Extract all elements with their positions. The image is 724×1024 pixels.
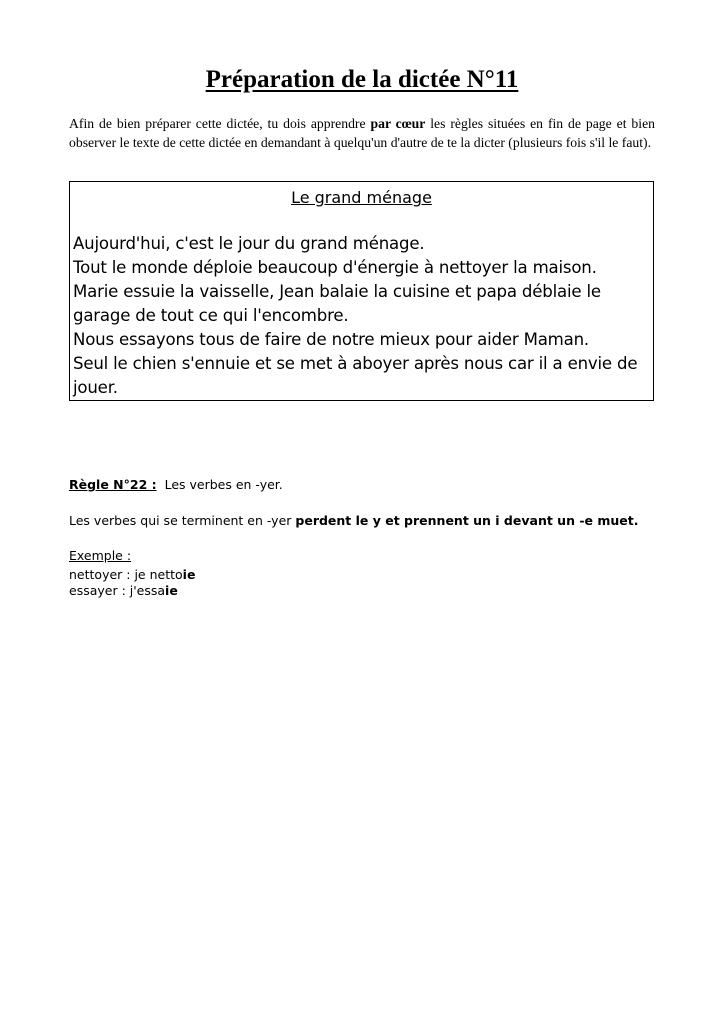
- rule-label: Règle N°22 :: [69, 477, 157, 492]
- dictee-box: [69, 181, 654, 401]
- dictee-sentence: Nous essayons tous de faire de notre mieux pour aider Maman.: [73, 330, 590, 349]
- example-prefix: essayer : j'essa: [69, 583, 166, 598]
- rule-name: Les verbes en -yer.: [164, 477, 283, 492]
- example-prefix: nettoyer : je netto: [69, 567, 183, 582]
- dictee-sentence: Marie essuie la vaisselle, Jean balaie la cuisine et papa déblaie le garage de tout ce qui l'encombre.: [73, 282, 601, 325]
- example-label: Exemple :: [69, 548, 132, 563]
- intro-text-start: Afin de bien préparer cette dictée, tu dois apprendre: [69, 116, 371, 131]
- rule-text-start: Les verbes qui se terminent en -yer: [69, 513, 296, 528]
- rule-text-bold: perdent le y et prennent un i devant un -e muet.: [295, 513, 639, 528]
- rule-heading: [69, 477, 283, 493]
- page-title: Préparation de la dictée N°11: [205, 66, 519, 93]
- example-ending: ie: [182, 567, 196, 582]
- intro-bold-text: par cœur: [370, 116, 426, 131]
- intro-text-end: les règles situées en fin de page et bien observer le texte de cette dictée en demandant à quelqu'un d'autre de te la dicter (plusieurs fois s'il le faut).: [69, 116, 655, 150]
- dictee-text: [73, 232, 648, 400]
- dictee-sentence: Aujourd'hui, c'est le jour du grand ménage.: [73, 234, 425, 253]
- dictee-title: Le grand ménage: [291, 188, 432, 207]
- example-line: [69, 567, 195, 583]
- dictee-sentence: Tout le monde déploie beaucoup d'énergie à nettoyer la maison.: [73, 258, 597, 277]
- example-line: [69, 583, 178, 599]
- rule-text: [69, 513, 638, 529]
- dictee-sentence: Seul le chien s'ennuie et se met à aboyer après nous car il a envie de jouer.: [73, 354, 638, 397]
- intro-paragraph: [69, 114, 655, 152]
- example-ending: ie: [165, 583, 178, 598]
